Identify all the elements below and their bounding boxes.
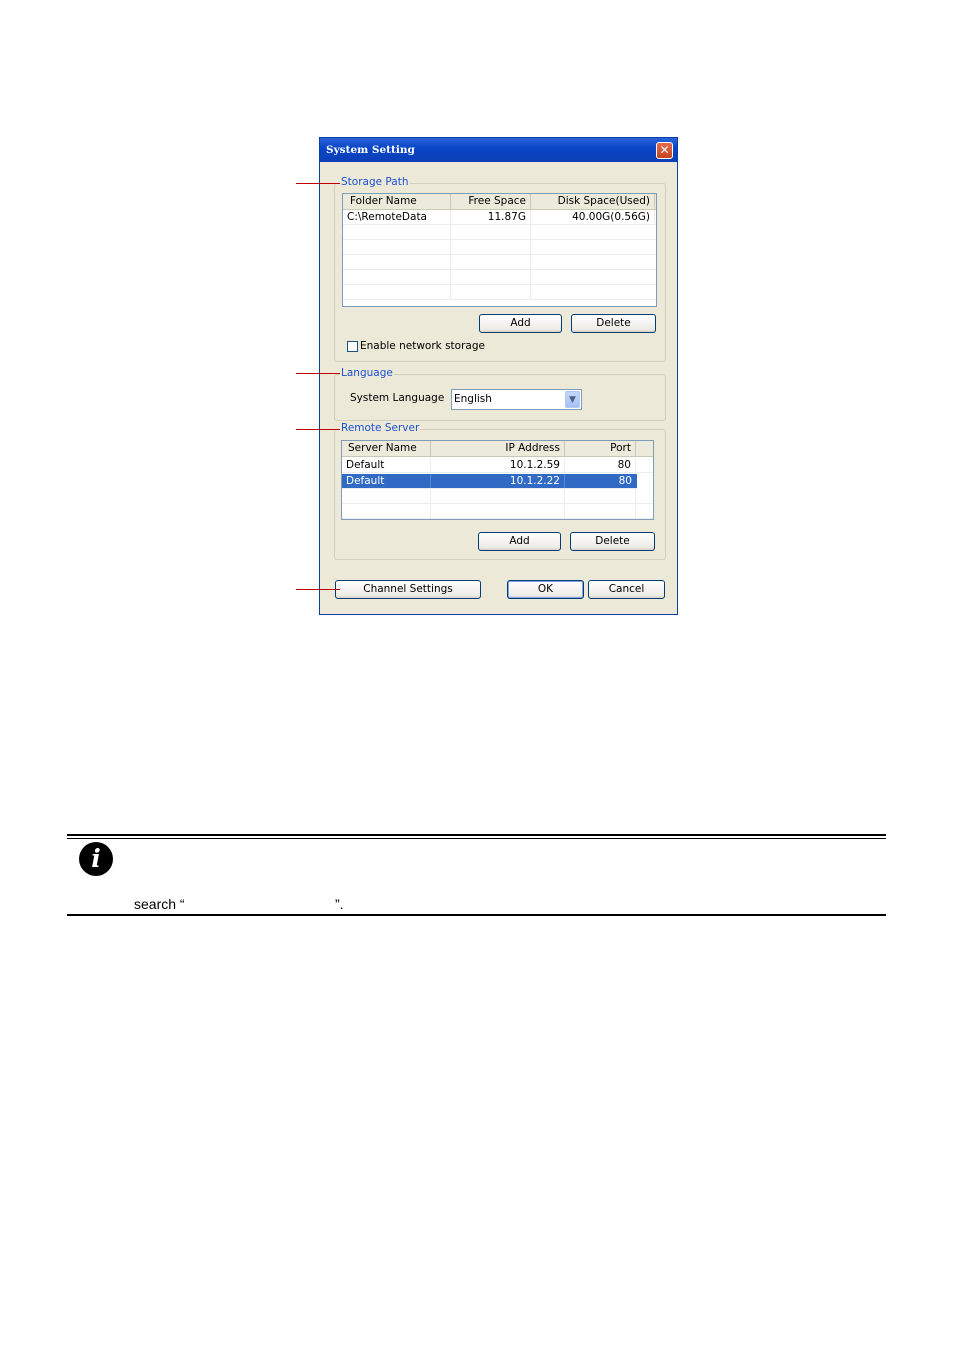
empty-row (343, 225, 657, 240)
enable-network-storage-label[interactable]: Enable network storage (360, 340, 485, 352)
note-bottom-rule (67, 914, 886, 916)
table-row[interactable] (343, 210, 657, 225)
language-label: Language (341, 367, 393, 379)
note-top-rule-thin (67, 838, 886, 839)
storage-add-button[interactable]: Add (479, 314, 562, 333)
close-icon[interactable]: ✕ (656, 142, 673, 159)
remote-server-label: Remote Server (341, 422, 420, 434)
ip-address-cell: 10.1.2.22 (431, 474, 565, 488)
cancel-button[interactable]: Cancel (588, 580, 665, 599)
table-row[interactable] (342, 458, 654, 473)
remote-list-header (342, 441, 654, 457)
disk-space-cell: 40.00G(0.56G) (531, 210, 655, 224)
storage-list-header (343, 194, 657, 210)
empty-row (342, 504, 654, 519)
system-language-select[interactable] (451, 389, 582, 410)
column-server-name[interactable]: Server Name (342, 441, 431, 456)
note-text-suffix: ”. (335, 896, 344, 912)
system-setting-dialog (319, 137, 678, 615)
remote-add-button[interactable]: Add (478, 532, 561, 551)
system-language-value: English (454, 393, 492, 405)
empty-row (343, 285, 657, 300)
channel-settings-button[interactable]: Channel Settings (335, 580, 481, 599)
column-folder-name[interactable]: Folder Name (343, 194, 451, 209)
column-port[interactable]: Port (565, 441, 636, 456)
empty-row (343, 270, 657, 285)
title-bar[interactable] (320, 138, 677, 162)
remote-server-list[interactable] (341, 440, 654, 520)
note-text-prefix: search “ (134, 896, 185, 912)
ip-address-cell: 10.1.2.59 (431, 458, 565, 472)
remote-delete-button[interactable]: Delete (570, 532, 655, 551)
chevron-down-icon[interactable]: ▼ (565, 391, 580, 408)
storage-path-label: Storage Path (341, 176, 409, 188)
callout-line-remote (296, 429, 340, 430)
enable-network-storage-checkbox[interactable] (347, 341, 358, 352)
port-cell: 80 (565, 458, 636, 472)
empty-row (343, 255, 657, 270)
table-row-selected[interactable] (342, 474, 637, 489)
callout-line-channel (296, 589, 340, 590)
column-ip-address[interactable]: IP Address (431, 441, 565, 456)
callout-line-language (296, 373, 340, 374)
info-icon: i (79, 842, 113, 876)
storage-delete-button[interactable]: Delete (571, 314, 656, 333)
free-space-cell: 11.87G (451, 210, 531, 224)
note-top-rule (67, 834, 886, 836)
column-disk-space[interactable]: Disk Space(Used) (531, 194, 655, 209)
dialog-title: System Setting (326, 144, 415, 156)
empty-row (343, 240, 657, 255)
storage-list[interactable] (342, 193, 657, 307)
column-free-space[interactable]: Free Space (451, 194, 531, 209)
server-name-cell: Default (342, 474, 431, 488)
folder-name-cell: C:\RemoteData (343, 210, 451, 224)
empty-row (342, 489, 654, 504)
system-language-label: System Language (350, 392, 445, 404)
server-name-cell: Default (342, 458, 431, 472)
port-cell: 80 (618, 475, 632, 487)
callout-line-storage (296, 183, 340, 184)
ok-button[interactable]: OK (507, 580, 584, 599)
